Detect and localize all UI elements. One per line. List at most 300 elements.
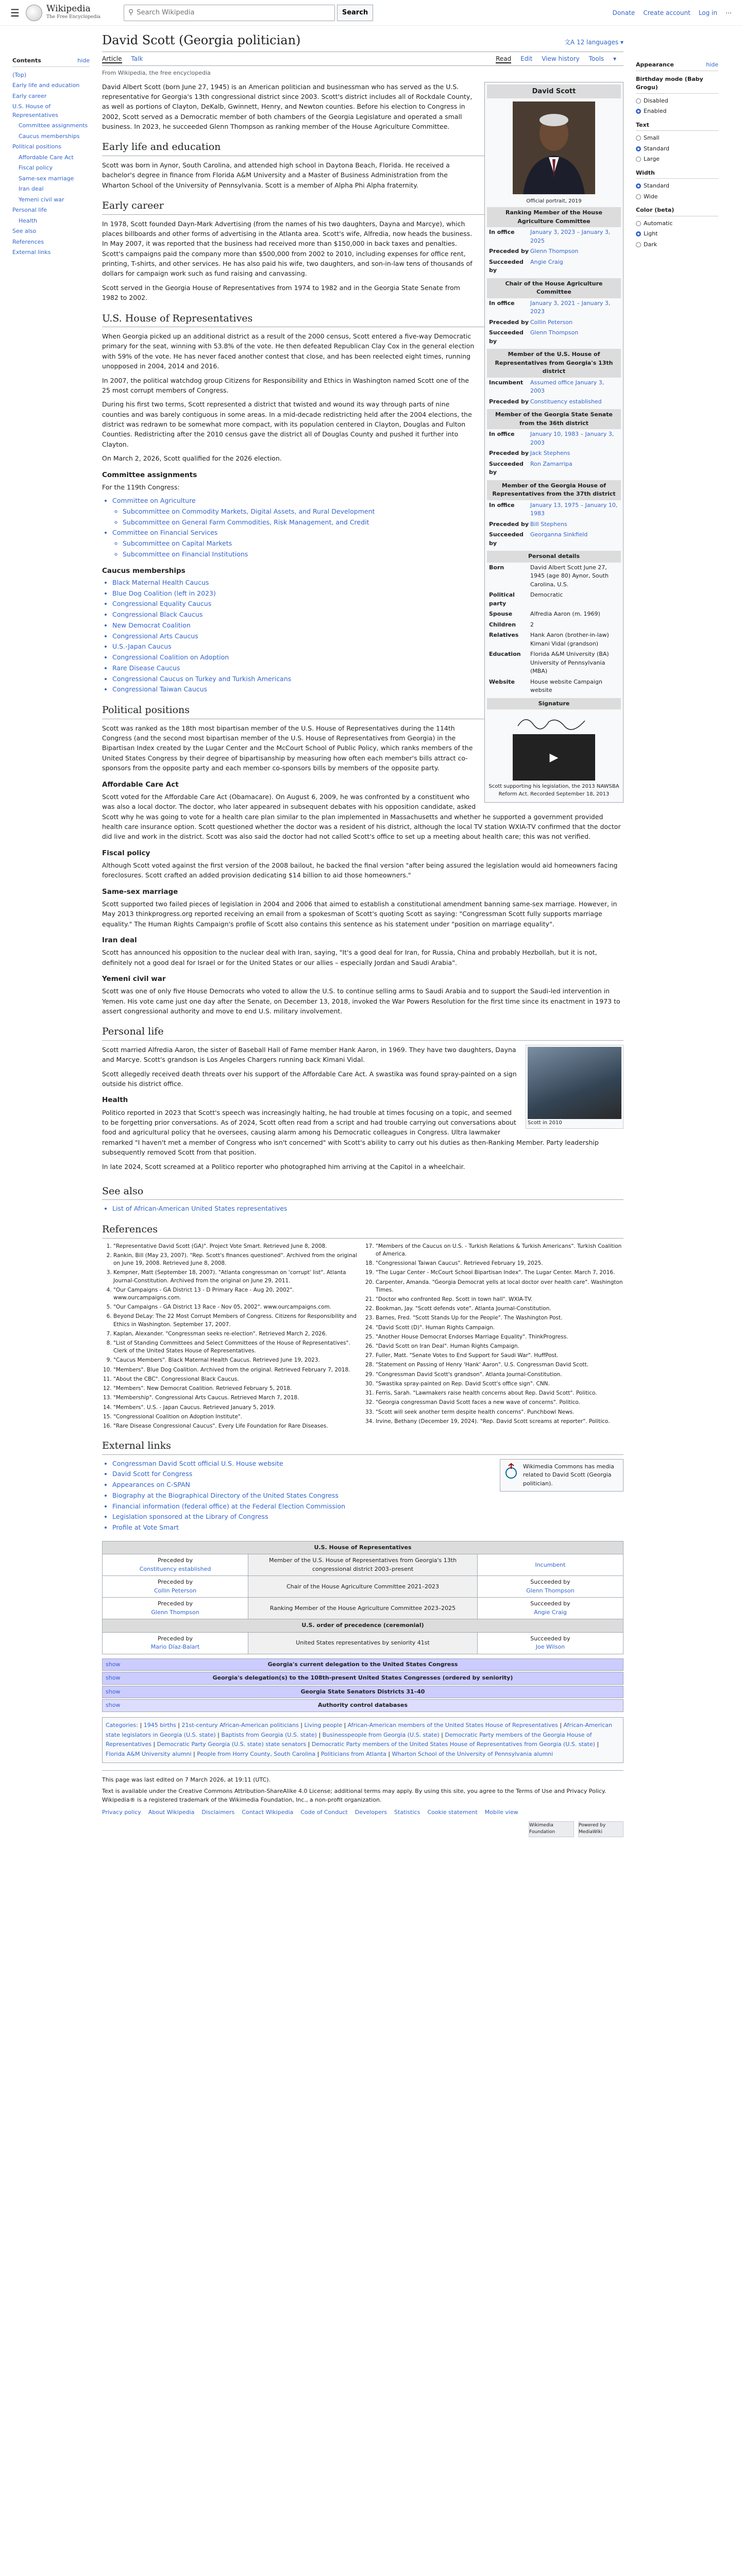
text-size-option-label: Standard	[644, 145, 670, 152]
house-paragraph: When Georgia picked up an additional district as a result of the 2000 census, Scott entered a five-way Democratic primary for the seat, winning with 53.8% of the vote. He then defeated Republican Clay Cox in the general election with 59% of the vote. He has never faced another contest that close, and has been reelected eight times, running unopposed in 2004, 2014 and 2016.	[102, 332, 475, 370]
preceded-value[interactable]: Constituency established	[139, 1565, 211, 1572]
personal-paragraph: Scott allegedly received death threats over his support of the Affordable Care Act. A swastika was found spray-painted on a sign outside his district office.	[102, 1070, 517, 1088]
reference-item: 24. "David Scott (D)". Human Rights Campaign.	[376, 1324, 623, 1332]
intro-paragraph: David Albert Scott (born June 27, 1945) is an American politician and businessman who has served as the U.S. representative for Georgia's 13th congressional district since 2003. Scott's district includes all of Rockdale County, as well as portions of Clayton, DeKalb, Gwinnett, Henry, and Newton counties. Before his election to Congress in 2002, Scott served as a Democratic member of both chambers of the Georgia Legislature and operated a small business. In 2023, he succeeded Glenn Thompson as ranking member of the House Agriculture Committee.	[102, 82, 473, 130]
section-see-also: See also	[102, 1184, 623, 1200]
personal-row-value: 2	[530, 621, 534, 628]
succession-succeeded	[477, 1554, 623, 1576]
signature-heading: Signature	[487, 698, 621, 710]
category-link[interactable]: 21st-century African-American politicians	[181, 1721, 299, 1728]
category-link[interactable]: Politicians from Atlanta	[321, 1751, 386, 1758]
scott-2010-caption: Scott in 2010	[528, 1120, 562, 1126]
office-row-value[interactable]: Glenn Thompson	[530, 329, 579, 336]
personal-row	[487, 609, 621, 620]
reference-item: 5. "Our Campaigns - GA District 13 Race - Nov 05, 2002". www.ourcampaigns.com.	[113, 1303, 361, 1311]
radio-icon	[636, 194, 641, 199]
political-paragraph: Scott was ranked as the 18th most bipartisan member of the U.S. House of Representatives during the 114th Congress (and the second most bipartisan member of the U.S. House of Representatives from Georgia) in the Bipartisan Index created by the Lugar Center and the McCourt School of Public Policy, which ranks members of the United States Congress by their degree of bipartisanship by measuring how often each member's bills attract co-sponsors from the opposite party and each member co-sponsors bills by members of the opposite party.	[102, 724, 473, 772]
search-input[interactable]	[137, 9, 334, 16]
navbox-show-toggle[interactable]: show	[106, 1688, 121, 1695]
toc-item-health[interactable]: Health	[19, 217, 38, 224]
succession-row	[103, 1554, 623, 1576]
reference-item: 7. Kaplan, Alexander. "Congressman seeks re-election". Retrieved March 2, 2026.	[113, 1330, 361, 1338]
preceded-value[interactable]: Glenn Thompson	[151, 1608, 199, 1616]
toc-item-external-links[interactable]: External links	[12, 249, 51, 256]
article-content	[90, 26, 636, 1842]
category-link[interactable]: Baptists from Georgia (U.S. state)	[221, 1731, 317, 1738]
powered-by-mediawiki-logo[interactable]: Powered by MediaWiki	[578, 1821, 623, 1837]
text-size-option-small[interactable]	[636, 133, 718, 144]
office-row-key: Preceded by	[489, 248, 529, 255]
radio-icon	[636, 183, 641, 189]
personal-row-value: Hank Aaron (brother-in-law) Kimani Vidal (grandson)	[530, 632, 609, 647]
personal-row-value: Florida A&M University (BA) University of Pennsylvania (MBA)	[530, 651, 609, 674]
office-row	[487, 448, 621, 459]
login-link[interactable]: Log in	[698, 9, 717, 16]
tab-read[interactable]: Read	[496, 55, 512, 62]
office-heading: Member of the Georgia House of Representatives from the 37th district	[487, 480, 621, 500]
office-row	[487, 500, 621, 519]
succession-heading: U.S. House of Representatives	[103, 1541, 623, 1554]
color-option-light[interactable]	[636, 229, 718, 240]
personal-row-value: David Albert Scott June 27, 1945 (age 80) Aynor, South Carolina, U.S.	[530, 564, 609, 588]
navbox	[102, 1672, 623, 1685]
logo-title: Wikipedia	[46, 4, 91, 14]
succession-preceded	[103, 1576, 248, 1598]
caucus-item[interactable]: • Congressional Equality Caucus	[112, 599, 623, 609]
committee-item[interactable]: ◦ Subcommittee on Capital Markets	[123, 539, 623, 549]
category-link[interactable]: People from Horry County, South Carolina	[197, 1751, 316, 1758]
committee-item[interactable]: • Committee on Agriculture	[112, 496, 623, 506]
reference-item: 29. "Congressman David Scott's grandson". Atlanta Journal-Constitution.	[376, 1371, 623, 1379]
personal-row	[487, 563, 621, 590]
search-button[interactable]: Search	[337, 5, 373, 21]
section-references: References	[102, 1222, 623, 1239]
portrait-photo[interactable]	[513, 101, 595, 194]
tab-tools[interactable]: Tools ▾	[588, 55, 616, 62]
color-option-dark[interactable]	[636, 240, 718, 250]
section-aca: Affordable Care Act	[102, 780, 179, 789]
signature-scribble-icon	[513, 711, 595, 732]
tab-article[interactable]: Article	[102, 55, 122, 62]
reference-item: 33. "Scott will seek another term despite health concerns". Punchbowl News.	[376, 1409, 623, 1416]
category-link[interactable]: Businesspeople from Georgia (U.S. state)	[322, 1731, 440, 1738]
infobox	[484, 82, 623, 803]
office-row-value[interactable]: January 10, 1983 – January 3, 2003	[530, 431, 614, 446]
width-option-label: Standard	[644, 182, 670, 189]
office-row-key: Succeeded by	[489, 258, 524, 274]
early_career-paragraph: Scott served in the Georgia House of Representatives from 1974 to 1982 and in the Georgia State Senate from 1982 to 2002.	[102, 283, 460, 302]
office-row-key: Succeeded by	[489, 460, 524, 476]
radio-icon	[636, 109, 641, 114]
caucus-item[interactable]: • Rare Disease Caucus	[112, 664, 623, 673]
reference-item: 2. Rankin, Bill (May 23, 2007). "Rep. Scott's finances questioned". Archived from the original on June 19, 2008. Retrieved June 8, 2008.	[113, 1252, 361, 1267]
caucus-item[interactable]: • Congressional Coalition on Adoption	[112, 653, 623, 663]
personal-row-key: Children	[489, 621, 516, 628]
external-link-item[interactable]: • Congressman David Scott official U.S. House website	[112, 1459, 623, 1469]
succeeded-value[interactable]: Joe Wilson	[535, 1643, 565, 1651]
category-link[interactable]: African-American state legislators in Georgia (U.S. state)	[106, 1721, 612, 1738]
succession-office: Ranking Member of the House Agriculture Committee 2023–2025	[248, 1598, 478, 1619]
section-fiscal: Fiscal policy	[102, 849, 150, 857]
navbox-title-text: Georgia's delegation(s) to the 108th-present United States Congresses (ordered by seniority)	[212, 1674, 513, 1682]
footer-link-cookie-statement[interactable]: Cookie statement	[427, 1809, 478, 1816]
reference-item: 30. "Swastika spray-painted on Rep. David Scott's office sign". CNN.	[376, 1380, 623, 1388]
user-links	[613, 8, 732, 18]
section-body-yemen	[102, 986, 623, 1016]
last-edited: This page was last edited on 7 March 2026, at 19:11 (UTC).	[102, 1776, 271, 1783]
office-row-key: Preceded by	[489, 450, 529, 456]
office-row-value[interactable]: January 13, 1975 – January 10, 1983	[530, 501, 618, 517]
toc-item-early-life-and-education[interactable]: Early life and education	[12, 82, 80, 89]
toc-item-early-career[interactable]: Early career	[12, 92, 47, 99]
wikimedia-foundation-logo[interactable]: Wikimedia Foundation	[529, 1821, 574, 1837]
radio-icon	[636, 98, 641, 104]
reference-item: 19. "The Lugar Center - McCourt School Bipartisan Index". The Lugar Center. March 7, 2016.	[376, 1269, 623, 1277]
footer-link-mobile-view[interactable]: Mobile view	[484, 1809, 518, 1816]
section-body-ssm	[102, 899, 623, 929]
toc-hide-button[interactable]: hide	[77, 57, 90, 64]
color-option-automatic[interactable]	[636, 218, 718, 229]
office-row-value[interactable]: Collin Peterson	[530, 318, 573, 326]
caucus-item[interactable]: • Congressional Black Caucus	[112, 610, 623, 620]
succeeded-value[interactable]: Angie Craig	[534, 1608, 567, 1616]
main-menu-icon[interactable]: ☰	[10, 6, 20, 19]
tab-view-history[interactable]: View history	[542, 55, 580, 62]
external-link-item[interactable]: • Financial information (federal office) at the Federal Election Commission	[112, 1502, 623, 1512]
committee-item[interactable]: ◦ Subcommittee on Financial Institutions	[123, 550, 623, 560]
appearance-hide-button[interactable]: hide	[706, 61, 718, 68]
preceded-label: Preceded by	[158, 1557, 193, 1564]
succeeded-value[interactable]: Incumbent	[535, 1561, 566, 1568]
text-size-heading: Text	[636, 121, 718, 131]
category-link[interactable]: Democratic Party members of the Georgia House of Representatives	[106, 1731, 592, 1748]
toc-item-political-positions[interactable]: Political positions	[12, 143, 62, 150]
page-tabs	[102, 52, 623, 66]
external-link-item[interactable]: • Biography at the Biographical Directory of the United States Congress	[112, 1491, 623, 1501]
external-link-item[interactable]: • Appearances on C-SPAN	[112, 1480, 623, 1490]
personal-row-key: Born	[489, 564, 504, 571]
radio-icon	[636, 135, 641, 141]
site-header	[0, 0, 742, 26]
footer-link-statistics[interactable]: Statistics	[394, 1809, 420, 1816]
birthday-option-label: Disabled	[644, 97, 668, 104]
office-row	[487, 378, 621, 397]
caucus-item[interactable]: • Congressional Caucus on Turkey and Turkish Americans	[112, 674, 623, 684]
navbox	[102, 1658, 623, 1671]
reference-item: 32. "Georgia congressman David Scott faces a new wave of concerns". Politico.	[376, 1399, 623, 1406]
color-option-label: Dark	[644, 241, 657, 248]
succession-office: Chair of the House Agriculture Committee 2021–2023	[248, 1576, 478, 1598]
width-heading: Width	[636, 169, 718, 179]
office-row-value[interactable]: Constituency established	[530, 398, 602, 405]
navbox-title-text: Georgia's current delegation to the United States Congress	[267, 1660, 458, 1668]
succession-heading-row	[103, 1541, 623, 1554]
scott-2010-photo[interactable]	[528, 1047, 621, 1119]
footer-link-developers[interactable]: Developers	[355, 1809, 387, 1816]
category-link[interactable]: Living people	[304, 1721, 342, 1728]
reference-item: 34. Irvine, Bethany (December 19, 2024). "Rep. David Scott screams at reporter". Politico.	[376, 1418, 623, 1426]
personal-paragraph: Scott married Alfredia Aaron, the sister of Baseball Hall of Fame member Hank Aaron, in 1969. They have two daughters, Dayna and Marcye. Scott's grandson is Los Angeles Chargers running back Kimani Vidal.	[102, 1045, 516, 1064]
section-house: U.S. House of Representatives	[102, 311, 623, 328]
see-also-list	[102, 1204, 623, 1214]
navbox	[102, 1699, 623, 1712]
see-also-item[interactable]: • List of African-American United States representatives	[112, 1204, 623, 1214]
personal-row	[487, 649, 621, 677]
personal-row-key: Relatives	[489, 632, 519, 638]
office-heading: Ranking Member of the House Agriculture Committee	[487, 207, 621, 227]
color-option-label: Automatic	[644, 219, 673, 227]
navbox-title[interactable]	[103, 1686, 623, 1698]
section-caucus: Caucus memberships	[102, 566, 185, 575]
caucus-item[interactable]: • Congressional Arts Caucus	[112, 632, 623, 641]
page-title	[102, 26, 623, 52]
office-row-key: In office	[489, 431, 515, 437]
caucus-item[interactable]: • Blue Dog Coalition (left in 2023)	[112, 589, 623, 599]
office-row-value[interactable]: Angie Craig	[530, 258, 563, 265]
toc-item-committee-assignments[interactable]: Committee assignments	[19, 122, 88, 129]
section-health: Health	[102, 1096, 128, 1105]
section-iran: Iran deal	[102, 936, 137, 944]
office-row-value[interactable]: Jack Stephens	[530, 450, 570, 456]
navbox-title-text: Authority control databases	[317, 1702, 408, 1709]
caucus-item[interactable]: • New Democrat Coalition	[112, 621, 623, 631]
toc-item-same-sex-marriage[interactable]: Same-sex marriage	[19, 175, 74, 182]
reference-item: 21. "Doctor who confronted Rep. Scott in town hall". WXIA-TV.	[376, 1296, 623, 1303]
personal-row	[487, 620, 621, 631]
toc-item-iran-deal[interactable]: Iran deal	[19, 185, 44, 192]
office-row-key: Preceded by	[489, 520, 529, 528]
toc-item-see-also[interactable]: See also	[12, 228, 37, 234]
office-row	[487, 317, 621, 328]
committee-item[interactable]: ◦ Subcommittee on Commodity Markets, Digital Assets, and Rural Development	[123, 507, 623, 517]
video-caption: Scott supporting his legislation, the 2013 NAWSBA Reform Act. Recorded September 18, 2013	[488, 784, 619, 797]
reference-item: 18. "Congressional Taiwan Caucus". Retrieved February 19, 2025.	[376, 1260, 623, 1267]
office-row	[487, 257, 621, 276]
succession-row	[103, 1632, 623, 1654]
birthday-option-enabled[interactable]	[636, 106, 718, 117]
radio-icon	[636, 242, 641, 247]
office-row-key: In office	[489, 229, 515, 235]
section-body-iran	[102, 947, 623, 968]
early_career-paragraph: In 1978, Scott founded Dayn-Mark Advertising (from the names of his two daughters, Dayna and Marcye), which places billboards and other forms of advertising in the Atlanta area. Scott's wife, Alfredia, now heads the business. In May 2007, it was reported that the business had received more than $150,000 in back taxes and penalties. Scott's campaigns paid the company more than $500,000 from 2002 to 2010, including expenses for office rent, printing, T-shirts, and other services. He has also paid his wife, two daughters, and son-in-law tens of thousands of dollars for campaign work such as fund raising and canvassing.	[102, 219, 473, 278]
caucus-item[interactable]: • U.S.-Japan Caucus	[112, 642, 623, 652]
personal-row-key: Political party	[489, 591, 515, 607]
office-row	[487, 429, 621, 448]
radio-icon	[636, 231, 641, 236]
office-heading: Member of the Georgia State Senate from the 36th district	[487, 409, 621, 429]
succeeded-label: Succeeded by	[530, 1600, 570, 1607]
personal-details-heading: Personal details	[487, 551, 621, 563]
reference-item: 6. Beyond DeLay: The 22 Most Corrupt Members of Congress. Citizens for Responsibility and Ethics in Washington. September 17, 2007.	[113, 1313, 361, 1328]
search-icon: ⚲	[128, 8, 134, 16]
width-option-wide[interactable]	[636, 192, 718, 202]
search-box	[124, 5, 335, 21]
external-link-item[interactable]: • Legislation sponsored at the Library of Congress	[112, 1512, 623, 1522]
category-link[interactable]: 1945 births	[143, 1721, 176, 1728]
toc-item-u-s-house-of-representatives[interactable]: U.S. House of Representatives	[12, 103, 58, 118]
toc-item-caucus-memberships[interactable]: Caucus memberships	[19, 132, 80, 140]
fiscal-paragraph: Although Scott voted against the first version of the 2008 bailout, he backed the final version "after being assured the legislation would aid homeowners facing foreclosures. Scott crafted an added provision dedicating $14 billion to aid those homeowners."	[102, 861, 618, 879]
navbox-title[interactable]	[103, 1659, 623, 1671]
category-link[interactable]: Florida A&M University alumni	[106, 1751, 192, 1758]
personal-row-key: Spouse	[489, 611, 513, 617]
reference-item: 31. Ferris, Sarah. "Lawmakers raise health concerns about Rep. David Scott". Politico.	[376, 1389, 623, 1397]
succession-row	[103, 1598, 623, 1619]
office-row-key: Preceded by	[489, 318, 529, 326]
reference-item: 3. Kempner, Matt (September 18, 2007). "Atlanta congressman on 'corrupt' list". Atlanta Journal-Constitution. Archived from the original on June 29, 2011.	[113, 1269, 361, 1284]
reference-item: 9. "Caucus Members". Black Maternal Health Caucus. Retrieved June 19, 2023.	[113, 1357, 361, 1364]
text-size-option-large[interactable]	[636, 154, 718, 165]
yemen-paragraph: Scott was one of only five House Democrats who voted to allow the U.S. to continue selling arms to Saudi Arabia and to support the Saudi-led intervention in Yemen. His vote came just one day after the Senate, on December 13, 2018, invoked the War Powers Resolution for the first time since its enactment in 1973 to assert congressional authority and move to end U.S. military involvement.	[102, 987, 620, 1015]
external-link-item[interactable]: • Profile at Vote Smart	[112, 1523, 623, 1533]
toc-item-personal-life[interactable]: Personal life	[12, 207, 47, 213]
office-row-key: In office	[489, 501, 515, 509]
footer-link-privacy-policy[interactable]: Privacy policy	[102, 1809, 141, 1816]
category-link[interactable]: Wharton School of the University of Pennsylvania alumni	[392, 1751, 553, 1758]
wikimedia-commons-icon	[503, 1463, 519, 1481]
navbox-title-text: Georgia State Senators Districts 31–40	[300, 1688, 425, 1695]
reference-item: 25. "Another House Democrat Endorses Marriage Equality". ThinkProgress.	[376, 1333, 623, 1341]
section-early-career: Early career	[102, 198, 623, 215]
wikipedia-logo[interactable]	[26, 4, 113, 21]
succession-office: Member of the U.S. House of Representatives from Georgia's 13th congressional district 2003–present	[248, 1554, 478, 1576]
width-option-standard[interactable]	[636, 181, 718, 192]
footer-link-code-of-conduct[interactable]: Code of Conduct	[300, 1809, 348, 1816]
committee-item[interactable]: • Committee on Financial Services	[112, 528, 623, 538]
office-heading: Chair of the House Agriculture Committee	[487, 278, 621, 298]
reference-item: 14. "Members". U.S. - Japan Caucus. Retrieved January 5, 2019.	[113, 1404, 361, 1412]
succession-succeeded	[477, 1576, 623, 1598]
birthday-heading: Birthday mode (Baby Grogu)	[636, 75, 718, 94]
aca-paragraph: Scott voted for the Affordable Care Act (Obamacare). On August 6, 2009, he was confronted by a constituent who was also a local doctor. The doctor, who later appeared in subsequent debates with his opposition candidate, asked Scott why he was going to vote for a health care plan similar to the plan implemented in Massachusetts and whether he supported a government provided health care insurance option. Scott questioned whether the doctor was a resident of his district, although the local TV station WXIA-TV confirmed that the doctor did live and work in the district. Scott was also said the doctor had not called Scott's office to set up a meeting about health care; this was not verified.	[102, 792, 621, 841]
toc-item-fiscal-policy[interactable]: Fiscal policy	[19, 164, 53, 171]
office-row	[487, 397, 621, 408]
office-row-value[interactable]: Bill Stephens	[530, 520, 567, 528]
reference-item: 15. "Congressional Coalition on Adoption Institute".	[113, 1413, 361, 1421]
office-row-value[interactable]: Assumed office January 3, 2003	[530, 379, 604, 394]
office-row-value[interactable]: Glenn Thompson	[530, 248, 579, 255]
office-row	[487, 328, 621, 347]
tab-talk[interactable]: Talk	[131, 55, 143, 62]
reference-list	[102, 1243, 623, 1431]
languages-button[interactable]: 文A 12 languages ▾	[564, 39, 623, 46]
appearance-heading: Appearance hide	[636, 61, 718, 71]
office-row	[487, 459, 621, 478]
color-option-label: Light	[644, 230, 658, 237]
office-row-value[interactable]: January 3, 2023 – January 3, 2025	[530, 229, 611, 244]
toc-item-affordable-care-act[interactable]: Affordable Care Act	[19, 154, 74, 161]
succession-heading-row	[103, 1619, 623, 1633]
toc-item-top[interactable]: (Top)	[12, 71, 27, 78]
categories-label[interactable]: Categories:	[106, 1721, 138, 1728]
appearance-panel	[636, 26, 718, 1842]
preceded-label: Preceded by	[158, 1635, 193, 1642]
article-title: David Scott (Georgia politician)	[102, 33, 301, 47]
commons-box	[500, 1459, 623, 1492]
donate-link[interactable]: Donate	[612, 9, 635, 16]
toc-item-references[interactable]: References	[12, 238, 44, 245]
caucus-item[interactable]: • Black Maternal Health Caucus	[112, 578, 623, 588]
office-row-key: Succeeded by	[489, 531, 524, 547]
video-thumbnail[interactable]	[513, 734, 595, 781]
toc-item-yemeni-civil-war[interactable]: Yemeni civil war	[19, 196, 64, 203]
tab-edit[interactable]: Edit	[520, 55, 533, 62]
caucus-item[interactable]: • Congressional Taiwan Caucus	[112, 685, 623, 694]
section-external-links: External links	[102, 1438, 623, 1455]
text-size-option-standard[interactable]	[636, 144, 718, 155]
iran-paragraph: Scott has announced his opposition to the nuclear deal with Iran, saying, "It's a good deal for Iran, for Russia, China and probably Hezbollah, but it is not, definitely not a good deal for Israel or for the United States or our allies – especially Jordan and Saudi Arabia".	[102, 948, 597, 967]
create-account-link[interactable]: Create account	[643, 9, 690, 16]
external-link-item[interactable]: • David Scott for Congress	[112, 1469, 623, 1479]
more-options-icon[interactable]: ⋯	[726, 9, 732, 16]
succeeded-value[interactable]: Glenn Thompson	[526, 1587, 575, 1594]
section-political-positions: Political positions	[102, 703, 623, 719]
personal-row	[487, 677, 621, 696]
footer-link-contact-wikipedia[interactable]: Contact Wikipedia	[242, 1809, 294, 1816]
section-early-life: Early life and education	[102, 140, 623, 156]
succeeded-label: Succeeded by	[530, 1579, 570, 1586]
scott-2010-figure	[526, 1045, 623, 1129]
navbox-title[interactable]	[103, 1700, 623, 1711]
office-row-value[interactable]: Georganna Sinkfield	[530, 531, 588, 538]
page-footer	[102, 1770, 623, 1842]
text-size-option-label: Small	[644, 134, 660, 141]
preceded-label: Preceded by	[158, 1600, 193, 1607]
personal-row	[487, 590, 621, 609]
office-row	[487, 530, 621, 549]
categories-box: Categories: | 1945 births | 21st-century African-American politicians | Living people | African-American members of the United States House of Representatives | African-American state legislators in Georgia (U.S. state) | Baptists from Georgia (U.S. state) | Businesspeople from Georgia (U.S. state) | Democratic Party members of the Georgia House of Representatives | Democratic Party Georgia (U.S. state) state senators | Democratic Party members of the United States House of Representatives from Georgia (U.S. state) | Florida A&M University alumni | People from Horry County, South Carolina | Politicians from Atlanta | Wharton School of the University of Pennsylvania alumni	[102, 1717, 623, 1763]
office-row-value[interactable]: January 3, 2021 – January 3, 2023	[530, 299, 611, 315]
section-committees: Committee assignments	[102, 470, 197, 479]
preceded-label: Preceded by	[158, 1579, 193, 1586]
office-row-value[interactable]: Ron Zamarripa	[530, 460, 572, 467]
reference-item: 8. "List of Standing Committees and Select Committees of the House of Representatives". Clerk of the United States House of Representatives.	[113, 1340, 361, 1355]
reference-item: 27. Fuller, Matt. "Senate Votes to End Support for Saudi War". HuffPost.	[376, 1352, 623, 1360]
succession-preceded	[103, 1632, 248, 1654]
portrait-figure-icon	[513, 101, 595, 194]
personal-row-key: Education	[489, 651, 521, 657]
logo-subtitle: The Free Encyclopedia	[46, 14, 100, 20]
reference-item: 22. Bookman, Jay. "Scott defends vote". Atlanta Journal-Constitution.	[376, 1305, 623, 1313]
navbox-show-toggle[interactable]: show	[106, 1660, 121, 1668]
succession-preceded	[103, 1598, 248, 1619]
navbox-title[interactable]	[103, 1672, 623, 1684]
succession-succeeded	[477, 1632, 623, 1654]
reference-item: 12. "Members". New Democrat Coalition. Retrieved February 5, 2018.	[113, 1385, 361, 1393]
footer-link-about-wikipedia[interactable]: About Wikipedia	[148, 1809, 195, 1816]
personal-row	[487, 630, 621, 649]
office-row-key: Incumbent	[489, 379, 524, 386]
footer-link-disclaimers[interactable]: Disclaimers	[201, 1809, 235, 1816]
category-link[interactable]: African-American members of the United States House of Representatives	[347, 1721, 558, 1728]
toc-heading: Contents hide	[12, 57, 90, 67]
birthday-option-disabled[interactable]	[636, 96, 718, 107]
birthday-option-label: Enabled	[644, 108, 667, 114]
portrait-caption: Official portrait, 2019	[526, 198, 582, 204]
preceded-value[interactable]: Mario Díaz-Balart	[150, 1643, 200, 1651]
navbox-show-toggle[interactable]: show	[106, 1702, 121, 1709]
health-paragraph: In late 2024, Scott screamed at a Politico reporter who photographed him arriving at the Capitol in a wheelchair.	[102, 1162, 465, 1171]
navbox-show-toggle[interactable]: show	[106, 1674, 121, 1682]
table-of-contents	[12, 26, 90, 1842]
globe-icon	[26, 5, 42, 21]
committee-item[interactable]: ◦ Subcommittee on General Farm Commodities, Risk Management, and Credit	[123, 518, 623, 528]
preceded-value[interactable]: Collin Peterson	[154, 1587, 197, 1594]
category-link[interactable]: Democratic Party Georgia (U.S. state) state senators	[157, 1741, 307, 1748]
footer-links	[102, 1808, 623, 1817]
navbox	[102, 1686, 623, 1699]
category-link[interactable]: Democratic Party members of the United States House of Representatives from Georgia (U.S. state)	[311, 1741, 595, 1748]
